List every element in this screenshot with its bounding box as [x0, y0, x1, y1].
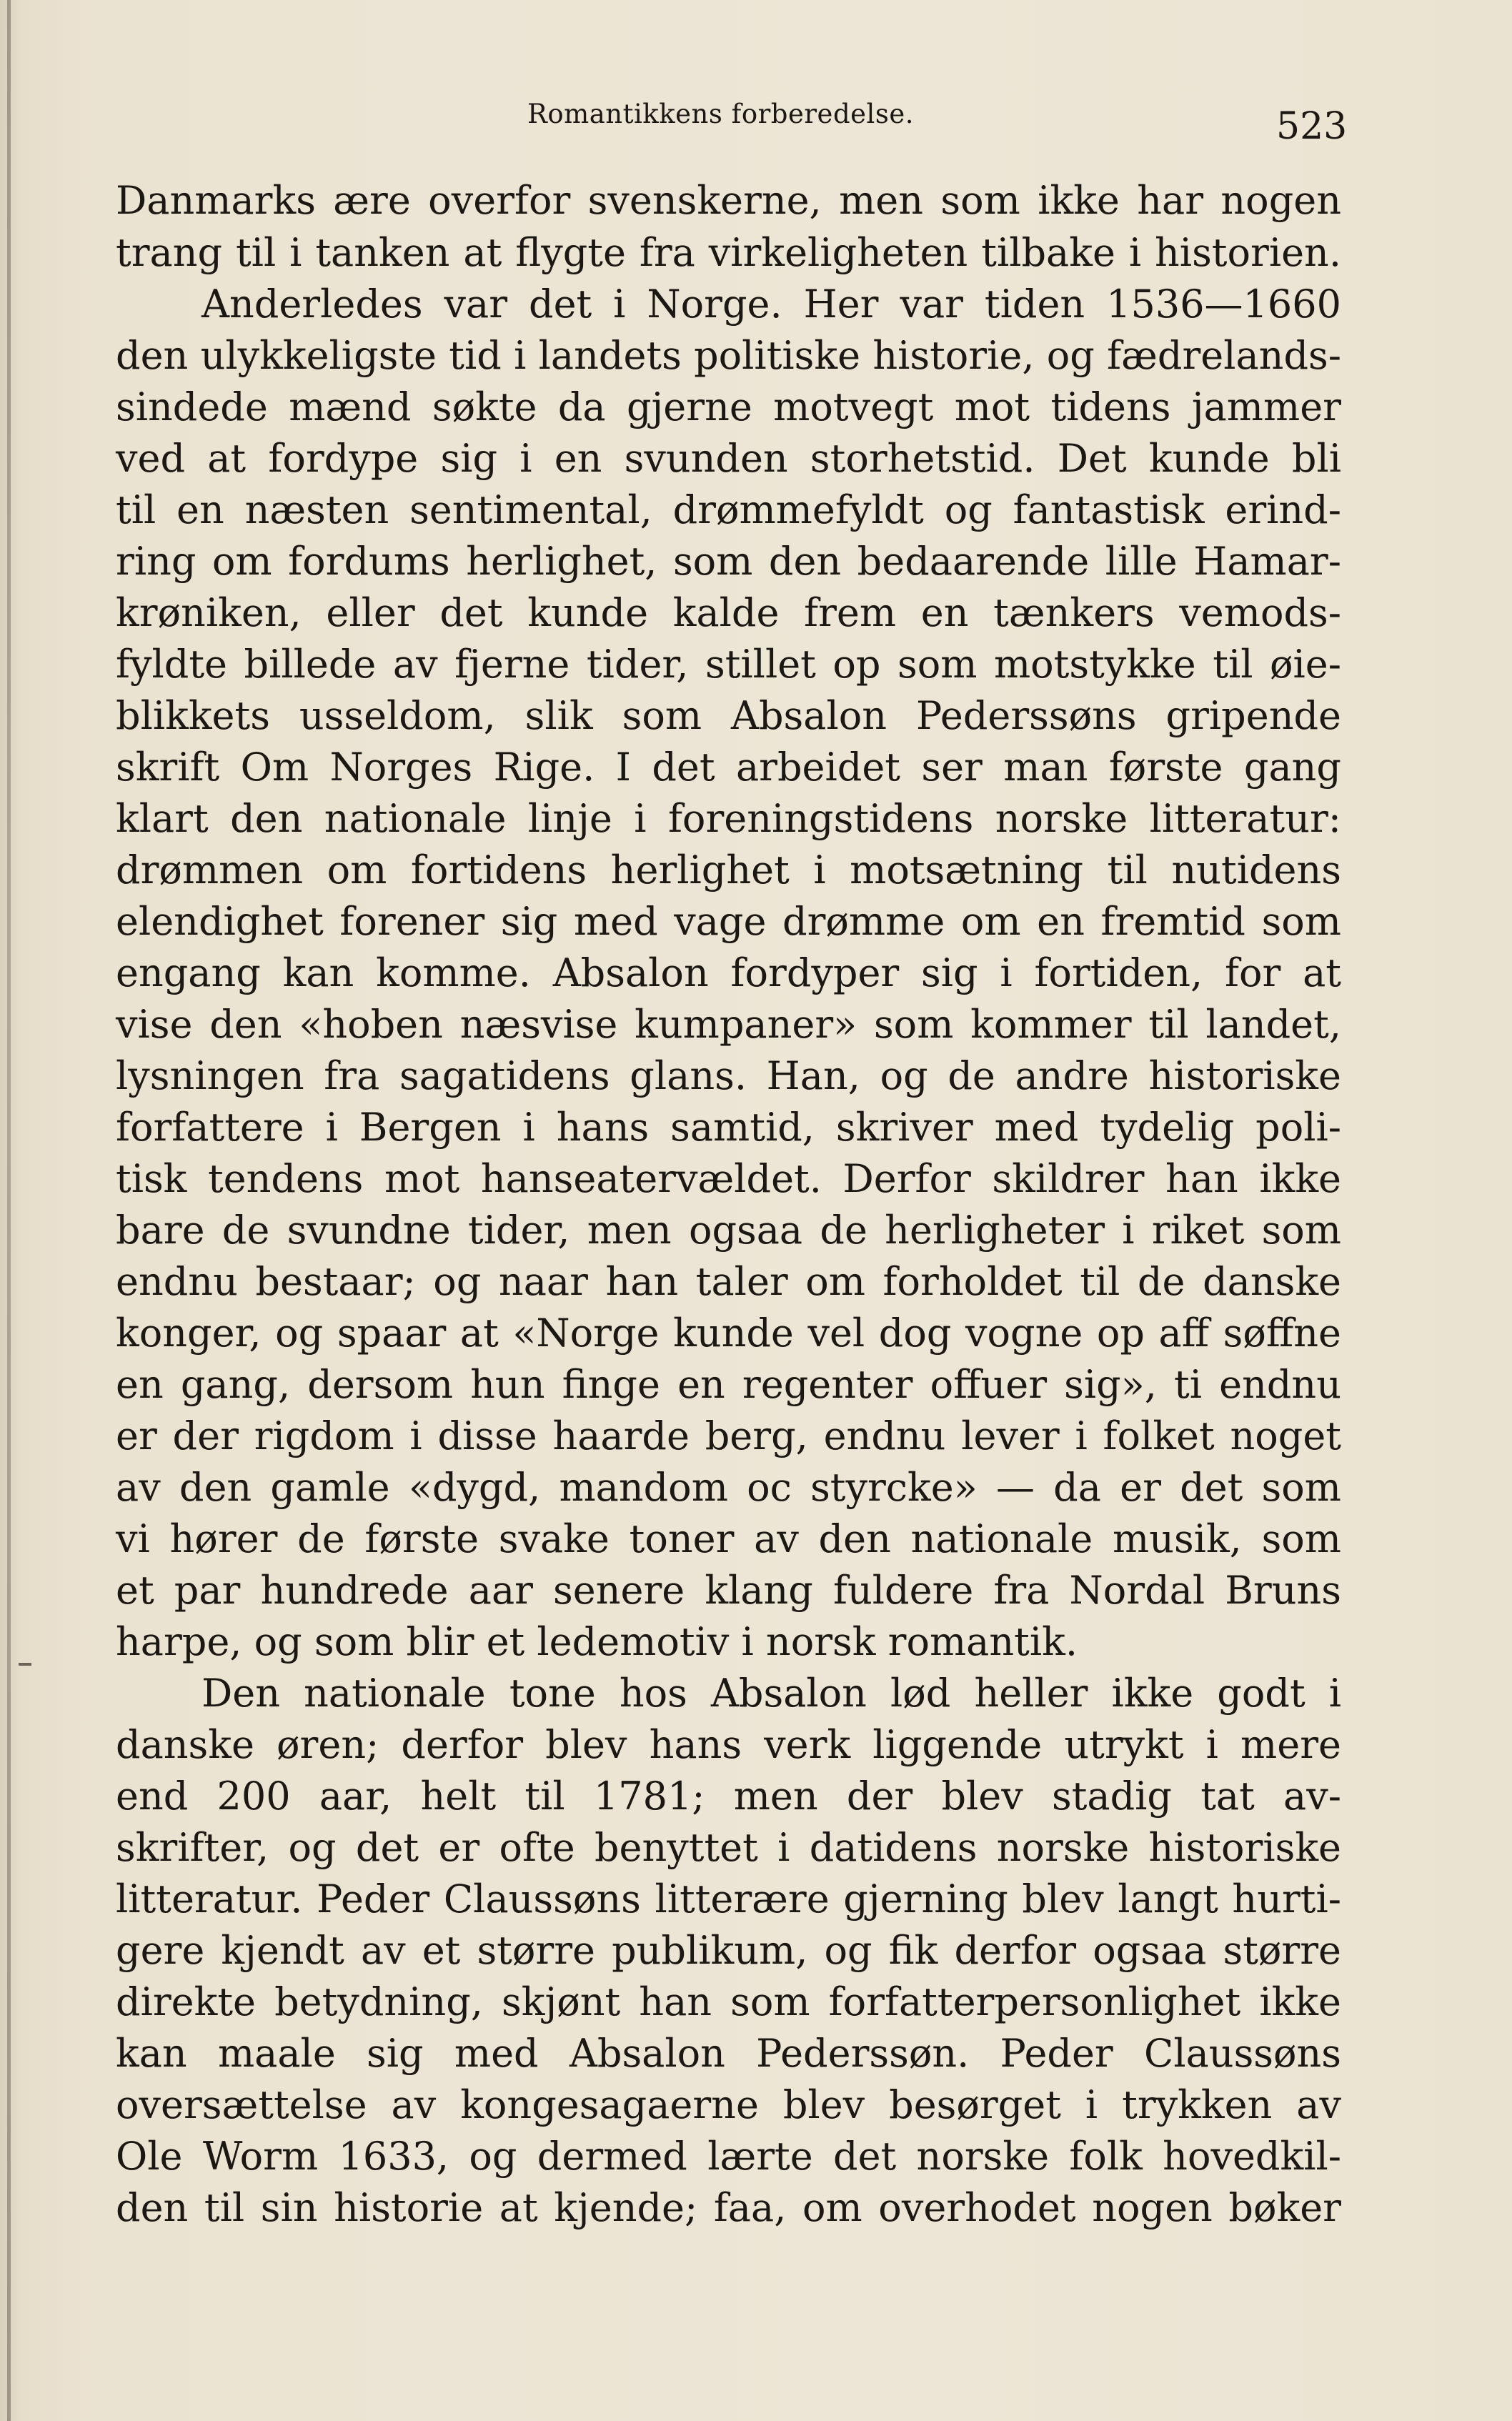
- text-line: forfattere i Bergen i hans samtid, skriver med tydelig poli-: [116, 1105, 1341, 1150]
- text-line: klart den nationale linje i foreningstidens norske litteratur:: [116, 796, 1341, 841]
- text-line: direkte betydning, skjønt han som forfatterpersonlighet ikke: [116, 1979, 1341, 2024]
- text-line: trang til i tanken at flygte fra virkeligheten tilbake i historien.: [116, 230, 1341, 275]
- running-title: Romantikkens forberedelse.: [527, 99, 915, 129]
- text-line: konger, og spaar at «Norge kunde vel dog vogne op aff søffne: [116, 1311, 1341, 1356]
- text-line: ved at fordype sig i en svunden storhetstid. Det kunde bli: [116, 436, 1341, 481]
- text-line: Anderledes var det i Norge. Her var tiden 1536—1660: [202, 282, 1341, 327]
- text-line: gere kjendt av et større publikum, og fik derfor ogsaa større: [116, 1928, 1341, 1973]
- text-line: Den nationale tone hos Absalon lød heller ikke godt i: [202, 1671, 1341, 1716]
- margin-mark: [19, 1663, 31, 1666]
- text-line: elendighet forener sig med vage drømme om en fremtid som: [116, 899, 1341, 944]
- text-line: sindede mænd søkte da gjerne motvegt mot tidens jammer: [116, 384, 1341, 429]
- text-line: er der rigdom i disse haarde berg, endnu lever i folket noget: [116, 1413, 1341, 1458]
- text-line: vi hører de første svake toner av den nationale musik, som: [116, 1516, 1341, 1561]
- text-line: en gang, dersom hun finge en regenter offuer sig», ti endnu: [116, 1362, 1341, 1407]
- text-line: et par hundrede aar senere klang fuldere fra Nordal Bruns: [116, 1568, 1341, 1613]
- text-line: av den gamle «dygd, mandom oc styrcke» — da er det som: [116, 1465, 1341, 1510]
- text-line: blikkets usseldom, slik som Absalon Pederssøns gripende: [116, 693, 1341, 738]
- text-line: den ulykkeligste tid i landets politiske historie, og fædrelands-: [116, 333, 1341, 378]
- text-line: end 200 aar, helt til 1781; men der blev stadig tat av-: [116, 1774, 1341, 1819]
- text-line: skrift Om Norges Rige. I det arbeidet ser man første gang: [116, 745, 1341, 790]
- text-line: litteratur. Peder Claussøns litterære gjerning blev langt hurti-: [116, 1876, 1341, 1922]
- page-spine-shadow: [7, 0, 11, 2421]
- text-line: harpe, og som blir et ledemotiv i norsk romantik.: [116, 1619, 1078, 1664]
- page-number: 523: [1276, 105, 1348, 148]
- text-line: bare de svundne tider, men ogsaa de herligheter i riket som: [116, 1208, 1341, 1253]
- text-line: endnu bestaar; og naar han taler om forholdet til de danske: [116, 1259, 1341, 1304]
- text-line: ring om fordums herlighet, som den bedaarende lille Hamar-: [116, 539, 1341, 584]
- text-line: skrifter, og det er ofte benyttet i datidens norske historiske: [116, 1825, 1341, 1870]
- text-line: lysningen fra sagatidens glans. Han, og de andre historiske: [116, 1053, 1341, 1098]
- text-line: fyldte billede av fjerne tider, stillet op som motstykke til øie-: [116, 642, 1341, 687]
- text-line: til en næsten sentimental, drømmefyldt og fantastisk erind-: [116, 487, 1341, 532]
- text-line: den til sin historie at kjende; faa, om overhodet nogen bøker: [116, 2185, 1341, 2230]
- text-line: danske øren; derfor blev hans verk liggende utrykt i mere: [116, 1722, 1341, 1767]
- text-line: vise den «hoben næsvise kumpaner» som kommer til landet,: [116, 1002, 1341, 1047]
- text-line: drømmen om fortidens herlighet i motsætning til nutidens: [116, 847, 1341, 893]
- text-line: krøniken, eller det kunde kalde frem en tænkers vemods-: [116, 590, 1341, 635]
- text-line: tisk tendens mot hanseatervældet. Derfor skildrer han ikke: [116, 1156, 1341, 1201]
- text-line: Danmarks ære overfor svenskerne, men som ikke har nogen: [116, 178, 1341, 223]
- text-line: kan maale sig med Absalon Pederssøn. Peder Claussøns: [116, 2031, 1341, 2076]
- text-line: Ole Worm 1633, og dermed lærte det norske folk hovedkil-: [116, 2134, 1341, 2179]
- text-line: oversættelse av kongesagaerne blev besørget i trykken av: [116, 2082, 1341, 2127]
- text-line: engang kan komme. Absalon fordyper sig i fortiden, for at: [116, 950, 1341, 995]
